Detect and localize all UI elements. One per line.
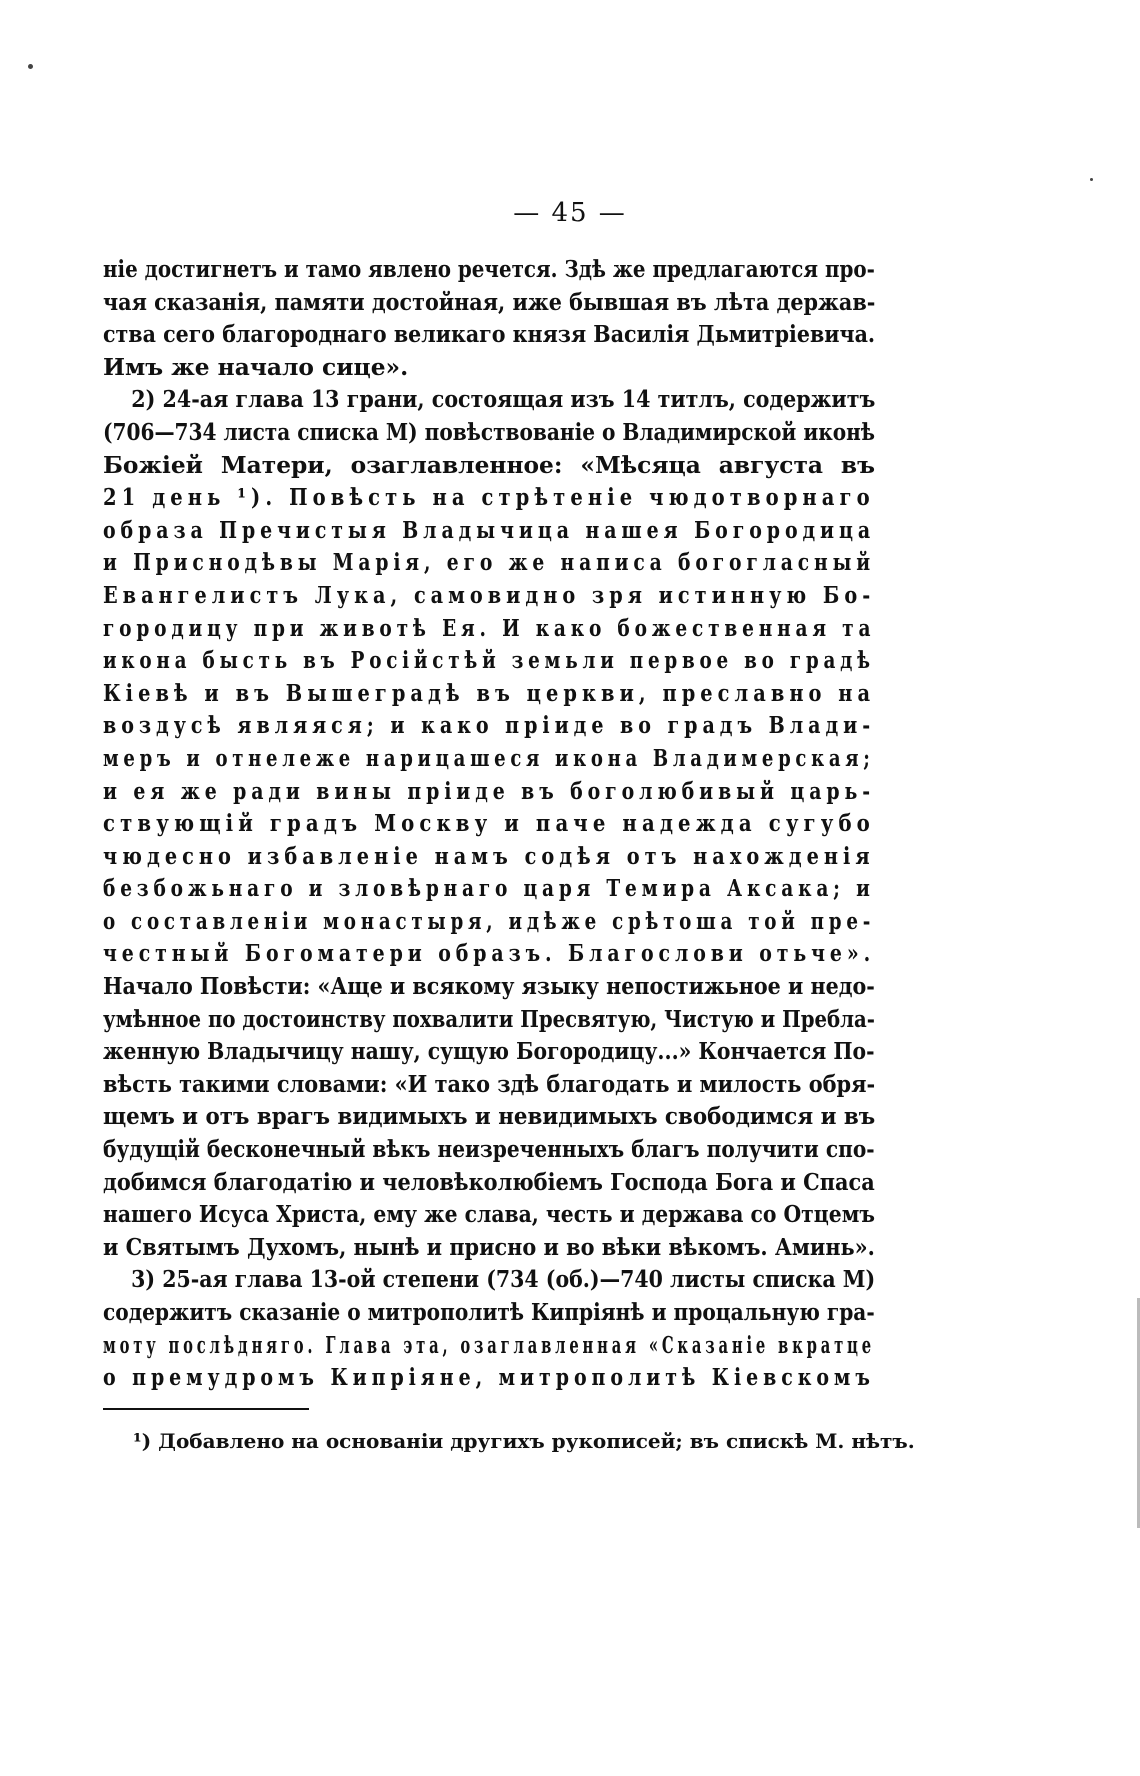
text-line: щемъ и отъ врагъ видимыхъ и невидимыхъ свободимся и въ bbox=[103, 1103, 876, 1131]
text-line: безбожьнаго и зловѣрнаго царя Темира Аксака; и bbox=[103, 875, 875, 903]
text-line: Начало Повѣсти: «Аще и всякому языку непостижьное и недо- bbox=[103, 973, 875, 1001]
text-line: и Приснодѣвы Марія, его же написа богогласный bbox=[103, 549, 875, 577]
text-line: о премудромъ Кипріяне, митрополитѣ Кіевскомъ bbox=[103, 1364, 875, 1392]
text-line: чая сказанія, памяти достойная, иже бывшая въ лѣта держав- bbox=[103, 288, 876, 316]
text-line: образа Пречистыя Владычица нашея Богородица bbox=[103, 516, 876, 544]
text-line: 2) 24-ая глава 13 грани, состоящая изъ 14 титлъ, содержитъ bbox=[131, 386, 876, 414]
text-line: вѣсть такими словами: «И тако здѣ благодать и милость обря- bbox=[103, 1070, 876, 1098]
text-line: воздусѣ являяся; и како пріиде во градъ Влади- bbox=[103, 712, 876, 740]
footnote-rule bbox=[103, 1408, 309, 1410]
text-line: честный Богоматери образъ. Благослови отьче». bbox=[103, 940, 876, 968]
text-line: меръ и отнележе нарицашеся икона Владимерская; bbox=[103, 744, 875, 772]
scan-speck bbox=[1090, 178, 1093, 181]
text-line: чюдесно избавленіе намъ содѣя отъ нахожденія bbox=[103, 842, 875, 870]
scan-speck bbox=[28, 64, 33, 69]
text-line: 21 день ¹). Повѣсть на стрѣтеніе чюдотворнаго bbox=[103, 484, 875, 512]
text-line: Евангелистъ Лука, самовидно зря истинную Бо- bbox=[103, 581, 876, 609]
text-line: ствующій градъ Москву и паче надежда сугубо bbox=[103, 810, 875, 838]
text-line: умѣнное по достоинству похвалити Пресвятую, Чистую и Пребла- bbox=[103, 1005, 875, 1033]
text-line: ніе достигнетъ и тамо явлено речется. Здѣ же предлагаются про- bbox=[103, 256, 875, 283]
text-line: моту послѣдняго. Глава эта, озаглавленная «Сказаніе вкратце bbox=[103, 1331, 875, 1359]
text-line: о составленіи монастыря, идѣже срѣтоша той пре- bbox=[103, 907, 876, 935]
text-line: и ея же ради вины пріиде въ боголюбивый царь- bbox=[103, 777, 876, 805]
text-line: (706—734 листа списка М) повѣствованіе о Владимирской иконѣ bbox=[103, 418, 875, 446]
text-line: нашего Исуса Христа, ему же слава, честь и держава со Отцемъ bbox=[103, 1201, 875, 1229]
text-line: икона бысть въ Російстѣй земьли первое во градѣ bbox=[103, 647, 875, 675]
page-number: — 45 — bbox=[513, 198, 627, 228]
text-line: ства сего благороднаго великаго князя Василія Дьмитріевича. bbox=[103, 321, 876, 349]
body-text bbox=[103, 254, 875, 1395]
footnote: ¹) Добавлено на основаніи другихъ рукописей; въ спискѣ М. нѣтъ. bbox=[133, 1429, 915, 1453]
text-line: Кіевѣ и въ Вышеградѣ въ церкви, преславно на bbox=[103, 679, 876, 707]
text-line: городицу при животѣ Ея. И како божественная та bbox=[103, 614, 876, 642]
text-line: содержитъ сказаніе о митрополитѣ Кипріянѣ и процальную гра- bbox=[103, 1299, 875, 1326]
text-line: 3) 25-ая глава 13-ой степени (734 (об.)—740 листы списка М) bbox=[131, 1266, 876, 1294]
text-line: добимся благодатію и человѣколюбіемъ Господа Бога и Спаса bbox=[103, 1168, 875, 1196]
text-line: Имъ же начало сице». bbox=[103, 353, 409, 381]
text-line: Божіей Матери, озаглавленное: «Мѣсяца августа въ bbox=[103, 451, 875, 479]
text-line: и Святымъ Духомъ, нынѣ и присно и во вѣки вѣкомъ. Аминь». bbox=[103, 1233, 875, 1261]
text-line: женную Владычицу нашу, сущую Богородицу...» Кончается По- bbox=[103, 1038, 875, 1066]
text-line: будущій бесконечный вѣкъ неизреченныхъ благъ получити спо- bbox=[103, 1136, 875, 1164]
